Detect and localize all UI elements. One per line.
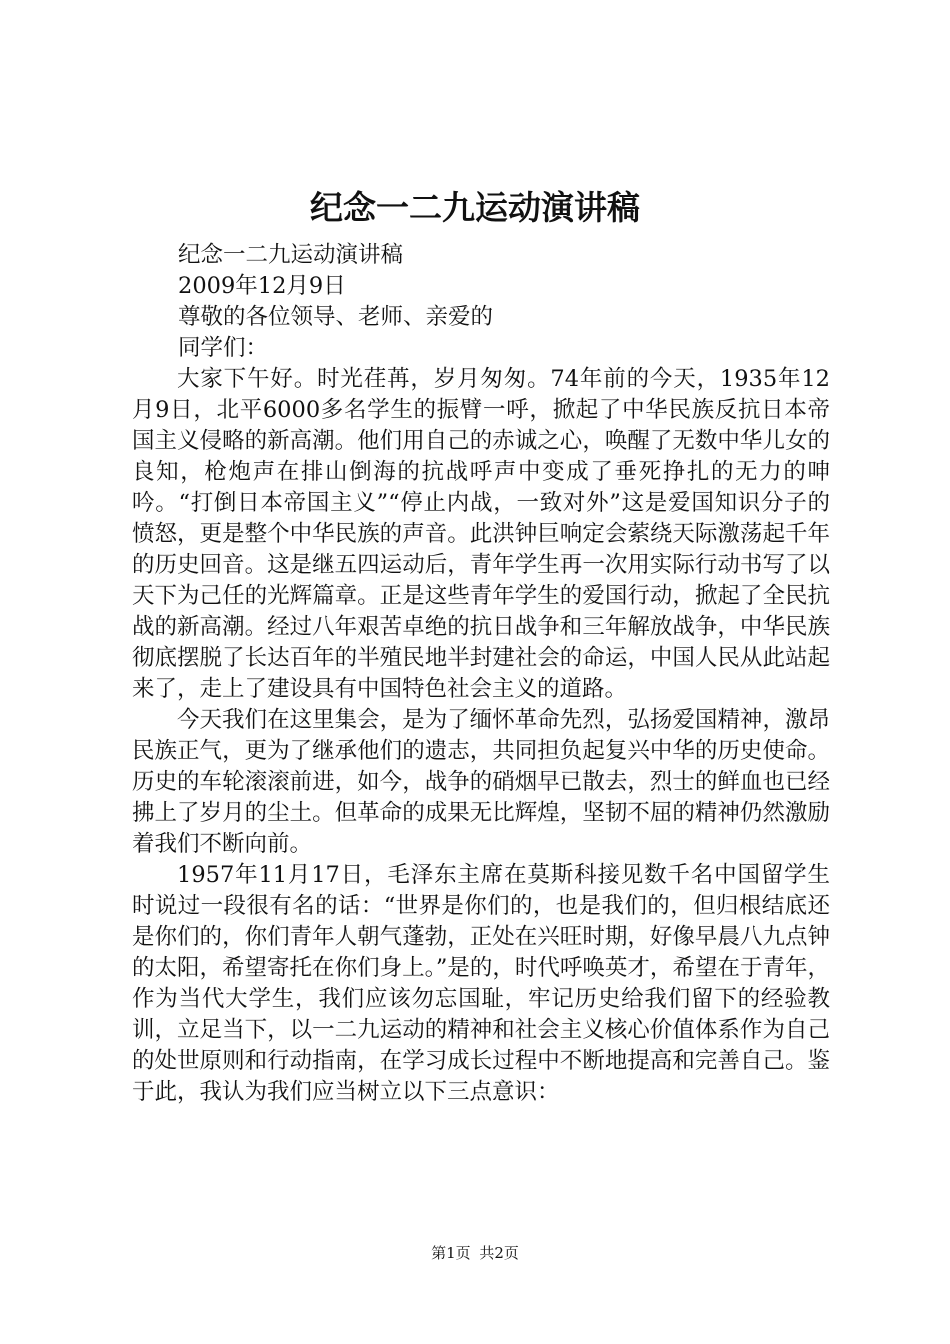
header-line-title: 纪念一二九运动演讲稿	[178, 242, 404, 268]
header-line-salutation: 尊敬的各位领导、老师、亲爱的	[178, 304, 494, 330]
page-number: 第1页	[431, 1244, 471, 1262]
body-paragraph-1: 大家下午好。时光荏苒，岁月匆匆。74年前的今天，1935年12月9日，北平6000多名学生的振臂一呼，掀起了中华民族反抗日本帝国主义侵略的新高潮。他们用自己的赤诚之心，唤醒了无数中华儿女的良知，枪炮声在排山倒海的抗战呼声中变成了垂死挣扎的无力的呻吟。“打倒日本帝国主义”“停止内战，一致对外”这是爱国知识分子的愤怒，更是整个中华民族的声音。此洪钟巨响定会萦绕天际激荡起千年的历史回音。这是继五四运动后，青年学生再一次用实际行动书写了以天下为己任的光辉篇章。正是这些青年学生的爱国行动，掀起了全民抗战的新高潮。经过八年艰苦卓绝的抗日战争和三年解放战争，中华民族彻底摆脱了长达百年的半殖民地半封建社会的命运，中国人民从此站起来了，走上了建设具有中国特色社会主义的道路。	[132, 366, 830, 702]
body-paragraph-2: 今天我们在这里集会，是为了缅怀革命先烈，弘扬爱国精神，激昂民族正气，更为了继承他们的遗志，共同担负起复兴中华的历史使命。历史的车轮滚滚前进，如今，战争的硝烟早已散去，烈士的鲜血也已经拂上了岁月的尘土。但革命的成果无比辉煌，坚韧不屈的精神仍然激励着我们不断向前。	[132, 707, 830, 857]
header-line-audience: 同学们：	[178, 335, 269, 361]
header-line-date: 2009年12月9日	[178, 273, 346, 299]
body-paragraph-3: 1957年11月17日，毛泽东主席在莫斯科接见数千名中国留学生时说过一段很有名的话：“世界是你们的，也是我们的，但归根结底还是你们的，你们青年人朝气蓬勃，正处在兴旺时期，好像早晨八九点钟的太阳，希望寄托在你们身上。”是的，时代呼唤英才，希望在于青年，作为当代大学生，我们应该勿忘国耻，牢记历史给我们留下的经验教训，立足当下，以一二九运动的精神和社会主义核心价值体系作为自己的处世原则和行动指南，在学习成长过程中不断地提高和完善自己。鉴于此，我认为我们应当树立以下三点意识：	[132, 862, 830, 1105]
page-total: 共2页	[479, 1244, 519, 1262]
document-body	[132, 240, 830, 1108]
page-footer	[0, 1243, 950, 1263]
document-title: 纪念一二九运动演讲稿	[310, 188, 640, 227]
